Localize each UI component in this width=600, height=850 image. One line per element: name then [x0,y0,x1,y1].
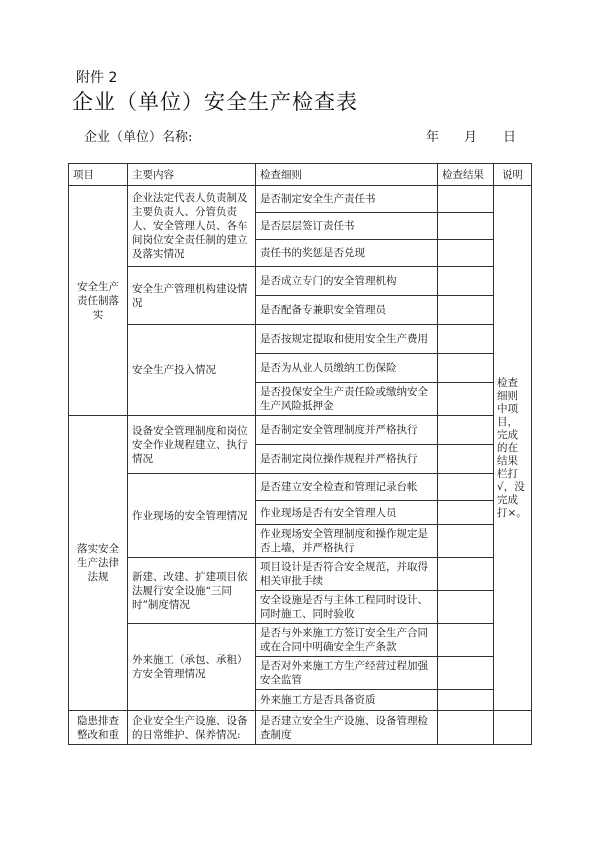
result-cell[interactable] [438,501,494,525]
detail-cell: 作业现场安全管理制度和操作规定是否上墙，并严格执行 [256,525,438,558]
header-details: 检查细则 [256,164,438,186]
header-note: 说明 [494,164,532,186]
result-cell[interactable] [438,711,494,745]
content-cell: 安全生产管理机构建设情况 [128,267,256,325]
result-cell[interactable] [438,213,494,240]
section-item: 安全生产责任制落实 [69,186,128,416]
detail-cell: 作业现场是否有安全管理人员 [256,501,438,525]
content-cell: 企业法定代表人负责制及主要负责人、分管负责人、安全管理人员、各车间岗位安全责任制的建立及落实情况 [128,186,256,267]
detail-cell: 是否制定安全管理制度并严格执行 [256,416,438,445]
content-cell: 新建、改建、扩建项目依法履行安全设施“三同时”制度情况 [128,558,256,624]
result-cell[interactable] [438,558,494,591]
inspection-table [68,163,532,745]
content-cell: 外来施工（承包、承租）方安全管理情况 [128,624,256,711]
header-row [69,164,532,186]
section-item: 落实安全生产法律法规 [69,416,128,711]
result-cell[interactable] [438,354,494,383]
result-cell[interactable] [438,445,494,474]
detail-cell: 是否投保安全生产责任险或缴纳安全生产风险抵押金 [256,383,438,416]
date-month: 月 [464,130,478,145]
note-cell: 检查细则中项目，完成的在结果栏打√，没完成打×。 [494,186,532,711]
result-cell[interactable] [438,267,494,296]
content-cell: 安全生产投入情况 [128,325,256,416]
result-cell[interactable] [438,624,494,657]
result-cell[interactable] [438,186,494,213]
detail-cell: 外来施工方是否具备资质 [256,690,438,711]
result-cell[interactable] [438,240,494,267]
result-cell[interactable] [438,296,494,325]
result-cell[interactable] [438,383,494,416]
section-item: 隐患排查整改和重 [69,711,128,745]
result-cell[interactable] [438,416,494,445]
result-cell[interactable] [438,325,494,354]
date-day: 日 [503,130,517,145]
detail-cell: 是否配备专兼职安全管理员 [256,296,438,325]
detail-cell: 是否成立专门的安全管理机构 [256,267,438,296]
detail-cell: 是否为从业人员缴纳工伤保险 [256,354,438,383]
header-item: 项目 [69,164,128,186]
result-cell[interactable] [438,525,494,558]
unit-name-label: 企业（单位）名称: [84,130,193,145]
detail-cell: 是否按规定提取和使用安全生产费用 [256,325,438,354]
header-result: 检查结果 [438,164,494,186]
detail-cell: 是否层层签订责任书 [256,213,438,240]
detail-cell: 责任书的奖惩是否兑现 [256,240,438,267]
page-title: 企业（单位）安全生产检查表 [72,90,358,114]
detail-cell: 是否与外来施工方签订安全生产合同或在合同中明确安全生产条款 [256,624,438,657]
detail-cell: 是否建立安全生产设施、设备管理检查制度 [256,711,438,745]
detail-cell: 是否制定安全生产责任书 [256,186,438,213]
detail-cell: 项目设计是否符合安全规范，并取得相关审批手续 [256,558,438,591]
content-cell: 设备安全管理制度和岗位安全作业规程建立、执行情况 [128,416,256,474]
detail-cell: 安全设施是否与主体工程同时设计、同时施工、同时验收 [256,591,438,624]
attachment-label: 附件 2 [76,70,118,86]
content-cell: 企业安全生产设施、设备的日常维护、保养情况: [128,711,256,745]
detail-cell: 是否对外来施工方生产经营过程加强安全监管 [256,657,438,690]
detail-cell: 是否制定岗位操作规程并严格执行 [256,445,438,474]
date-year: 年 [426,130,440,145]
result-cell[interactable] [438,591,494,624]
note-cell-empty [494,711,532,745]
content-cell: 作业现场的安全管理情况 [128,474,256,558]
detail-cell: 是否建立安全检查和管理记录台帐 [256,474,438,501]
result-cell[interactable] [438,690,494,711]
header-content: 主要内容 [128,164,256,186]
result-cell[interactable] [438,657,494,690]
result-cell[interactable] [438,474,494,501]
